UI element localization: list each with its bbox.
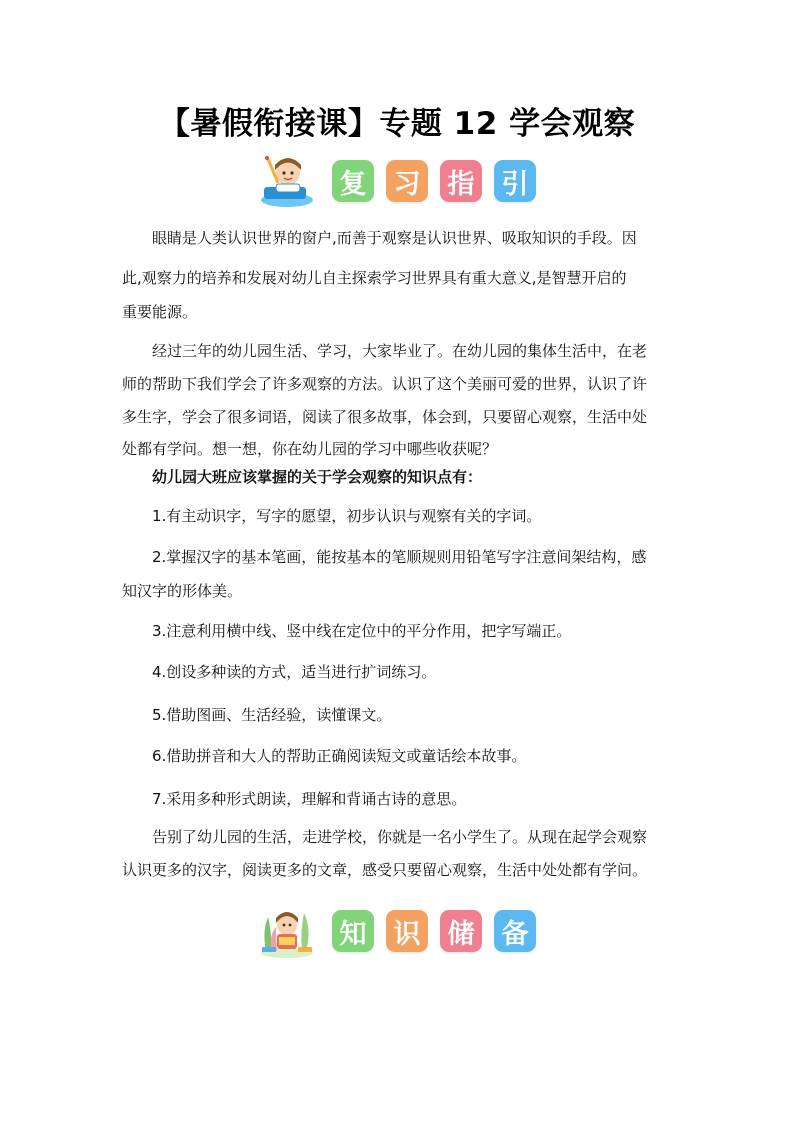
text-line: 眼睛是人类认识世界的窗户,而善于观察是认识世界、吸取知识的手段。因 xyxy=(152,229,637,247)
banner-tile: 识 xyxy=(386,910,428,952)
banner-tile: 备 xyxy=(494,910,536,952)
list-item: 3.注意利用横中线、竖中线在定位中的平分作用，把字写端正。 xyxy=(152,622,572,640)
list-item: 1.有主动识字，写字的愿望，初步认识与观察有关的字词。 xyxy=(152,507,542,525)
list-item: 2.掌握汉字的基本笔画，能按基本的笔顺规则用铅笔写字注意间架结构，感 xyxy=(152,548,647,566)
text-line: 师的帮助下我们学会了许多观察的方法。认识了这个美丽可爱的世界，认识了许 xyxy=(122,375,648,393)
child-reading-plants-illustration xyxy=(258,903,316,959)
banner-tile: 习 xyxy=(386,160,428,202)
knowledge-points-heading: 幼儿园大班应该掌握的关于学会观察的知识点有： xyxy=(152,468,483,486)
text-line: 认识更多的汉字，阅读更多的文章，感受只要留心观察，生活中处处都有学问。 xyxy=(122,861,648,879)
banner-tile: 复 xyxy=(332,160,374,202)
list-item: 6.借助拼音和大人的帮助正确阅读短文或童话绘本故事。 xyxy=(152,747,527,765)
text-line: 经过三年的幼儿园生活、学习，大家毕业了。在幼儿园的集体生活中，在老 xyxy=(152,342,648,360)
banner-tile: 储 xyxy=(440,910,482,952)
text-line: 此,观察力的培养和发展对幼儿自主探索学习世界具有重大意义,是智慧开启的 xyxy=(122,269,627,287)
list-item: 7.采用多种形式朗读，理解和背诵古诗的意思。 xyxy=(152,790,467,808)
banner-tile: 知 xyxy=(332,910,374,952)
text-line: 告别了幼儿园的生活，走进学校，你就是一名小学生了。从现在起学会观察 xyxy=(152,828,648,846)
knowledge-reserve-banner xyxy=(0,902,794,960)
text-line: 多生字，学会了很多词语，阅读了很多故事，体会到，只要留心观察，生活中处 xyxy=(122,408,648,426)
text-line: 处都有学问。想一想，你在幼儿园的学习中哪些收获呢？ xyxy=(122,440,498,458)
child-writing-illustration xyxy=(258,153,316,209)
list-item: 5.借助图画、生活经验，读懂课文。 xyxy=(152,706,392,724)
list-item: 4.创设多种读的方式，适当进行扩词练习。 xyxy=(152,663,437,681)
banner-tile: 指 xyxy=(440,160,482,202)
review-guide-banner xyxy=(0,152,794,210)
text-line: 重要能源。 xyxy=(122,303,198,321)
banner-tile: 引 xyxy=(494,160,536,202)
list-item-continuation: 知汉字的形体美。 xyxy=(122,582,243,600)
document-title: 【暑假衔接课】专题 12 学会观察 xyxy=(158,106,636,142)
